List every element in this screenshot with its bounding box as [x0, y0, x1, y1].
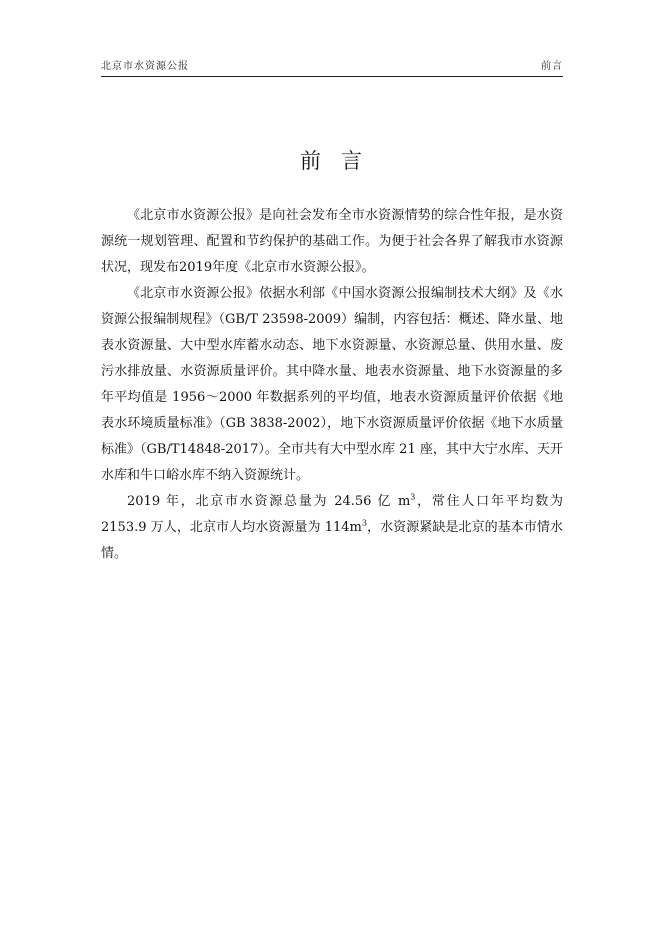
page-header: [101, 60, 563, 77]
paragraph-intro: 《北京市水资源公报》是向社会发布全市水资源情势的综合性年报，是水资源统一规划管理、配置和节约保护的基础工作。为便于社会各界了解我市水资源状况，现发布2019年度《北京市水资源公报》。: [101, 208, 563, 275]
cubic-superscript-2: 3: [361, 518, 367, 528]
paragraph-basis: 《北京市水资源公报》依据水利部《中国水资源公报编制技术大纲》及《水资源公报编制规程》（GB/T 23598-2009）编制，内容包括：概述、降水量、地表水资源量、大中型水库蓄水动态、地下水资源量、水资源总量、供用水量、废污水排放量、水资源质量评价。其中降水量、地表水资源量、地下水资源量的多年平均值是 1956～2000 年数据系列的平均值，地表水资源质量评价依据《地表水环境质量标准》（GB 3838-2002），地下水资源质量评价依据《地下水质量标准》（GB/T14848-2017）。全市共有大中型水库 21 座，其中大宁水库、天开水库和牛口峪水库不纳入资源统计。: [101, 286, 563, 483]
paragraph-summary: [101, 489, 563, 567]
preface-body: [101, 203, 563, 567]
summary-text-2: ，常住人口年平均数为 2153.9 万人，北京市人均水资源量为 114m: [101, 494, 563, 535]
cubic-superscript-1: 3: [410, 492, 416, 502]
header-publication-title: 北京市水资源公报: [101, 61, 189, 72]
summary-text-1: 2019 年，北京市水资源总量为 24.56 亿 m: [127, 494, 411, 509]
summary-text-3: ，水资源紧缺是北京的基本市情水情。: [101, 520, 563, 561]
page-title: 前言: [300, 149, 382, 173]
header-section-title: 前言: [541, 61, 563, 72]
